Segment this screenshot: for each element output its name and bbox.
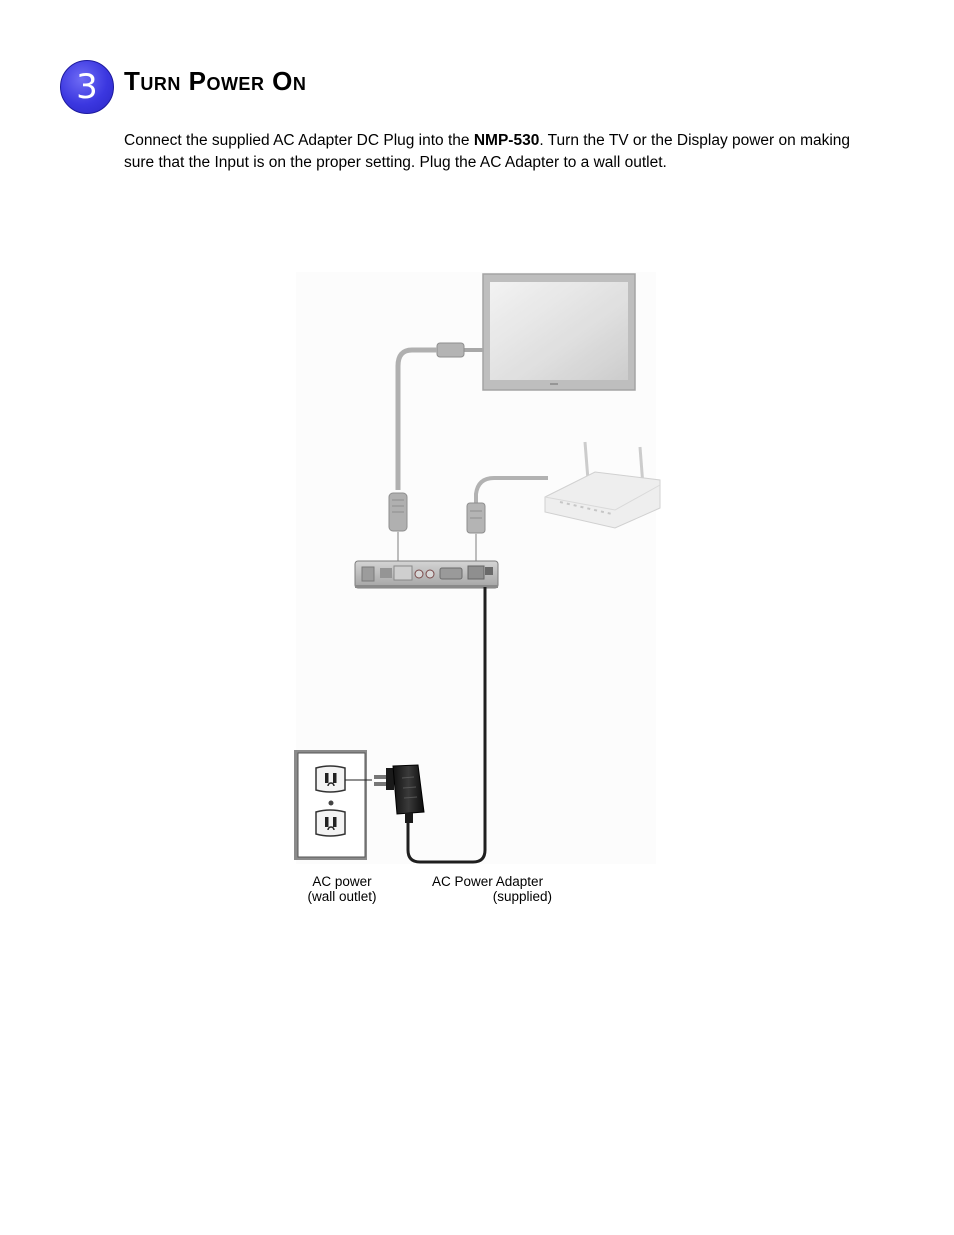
- section-heading: Turn Power On: [124, 66, 307, 96]
- adapter-caption: [428, 874, 552, 904]
- product-name: NMP-530: [473, 132, 540, 149]
- instruction-part1: Connect the supplied AC Adapter DC Plug into the: [124, 132, 474, 149]
- outlet-caption: [296, 874, 388, 904]
- step-number: 3: [76, 67, 98, 107]
- instruction-part2: . Turn the TV or the Display power on making: [539, 132, 851, 149]
- outlet-caption-line2: (wall outlet): [307, 889, 377, 904]
- outlet-caption-line1: AC power: [312, 874, 372, 889]
- tv-display-icon: [483, 274, 635, 390]
- wall-outlet-icon: [294, 750, 372, 860]
- adapter-caption-line2: (supplied): [492, 889, 552, 904]
- media-player-icon: [355, 561, 498, 588]
- instruction-line2: sure that the Input is on the proper setting. Plug the AC Adapter to a wall outlet.: [124, 154, 667, 171]
- adapter-caption-line1: AC Power Adapter: [432, 874, 544, 889]
